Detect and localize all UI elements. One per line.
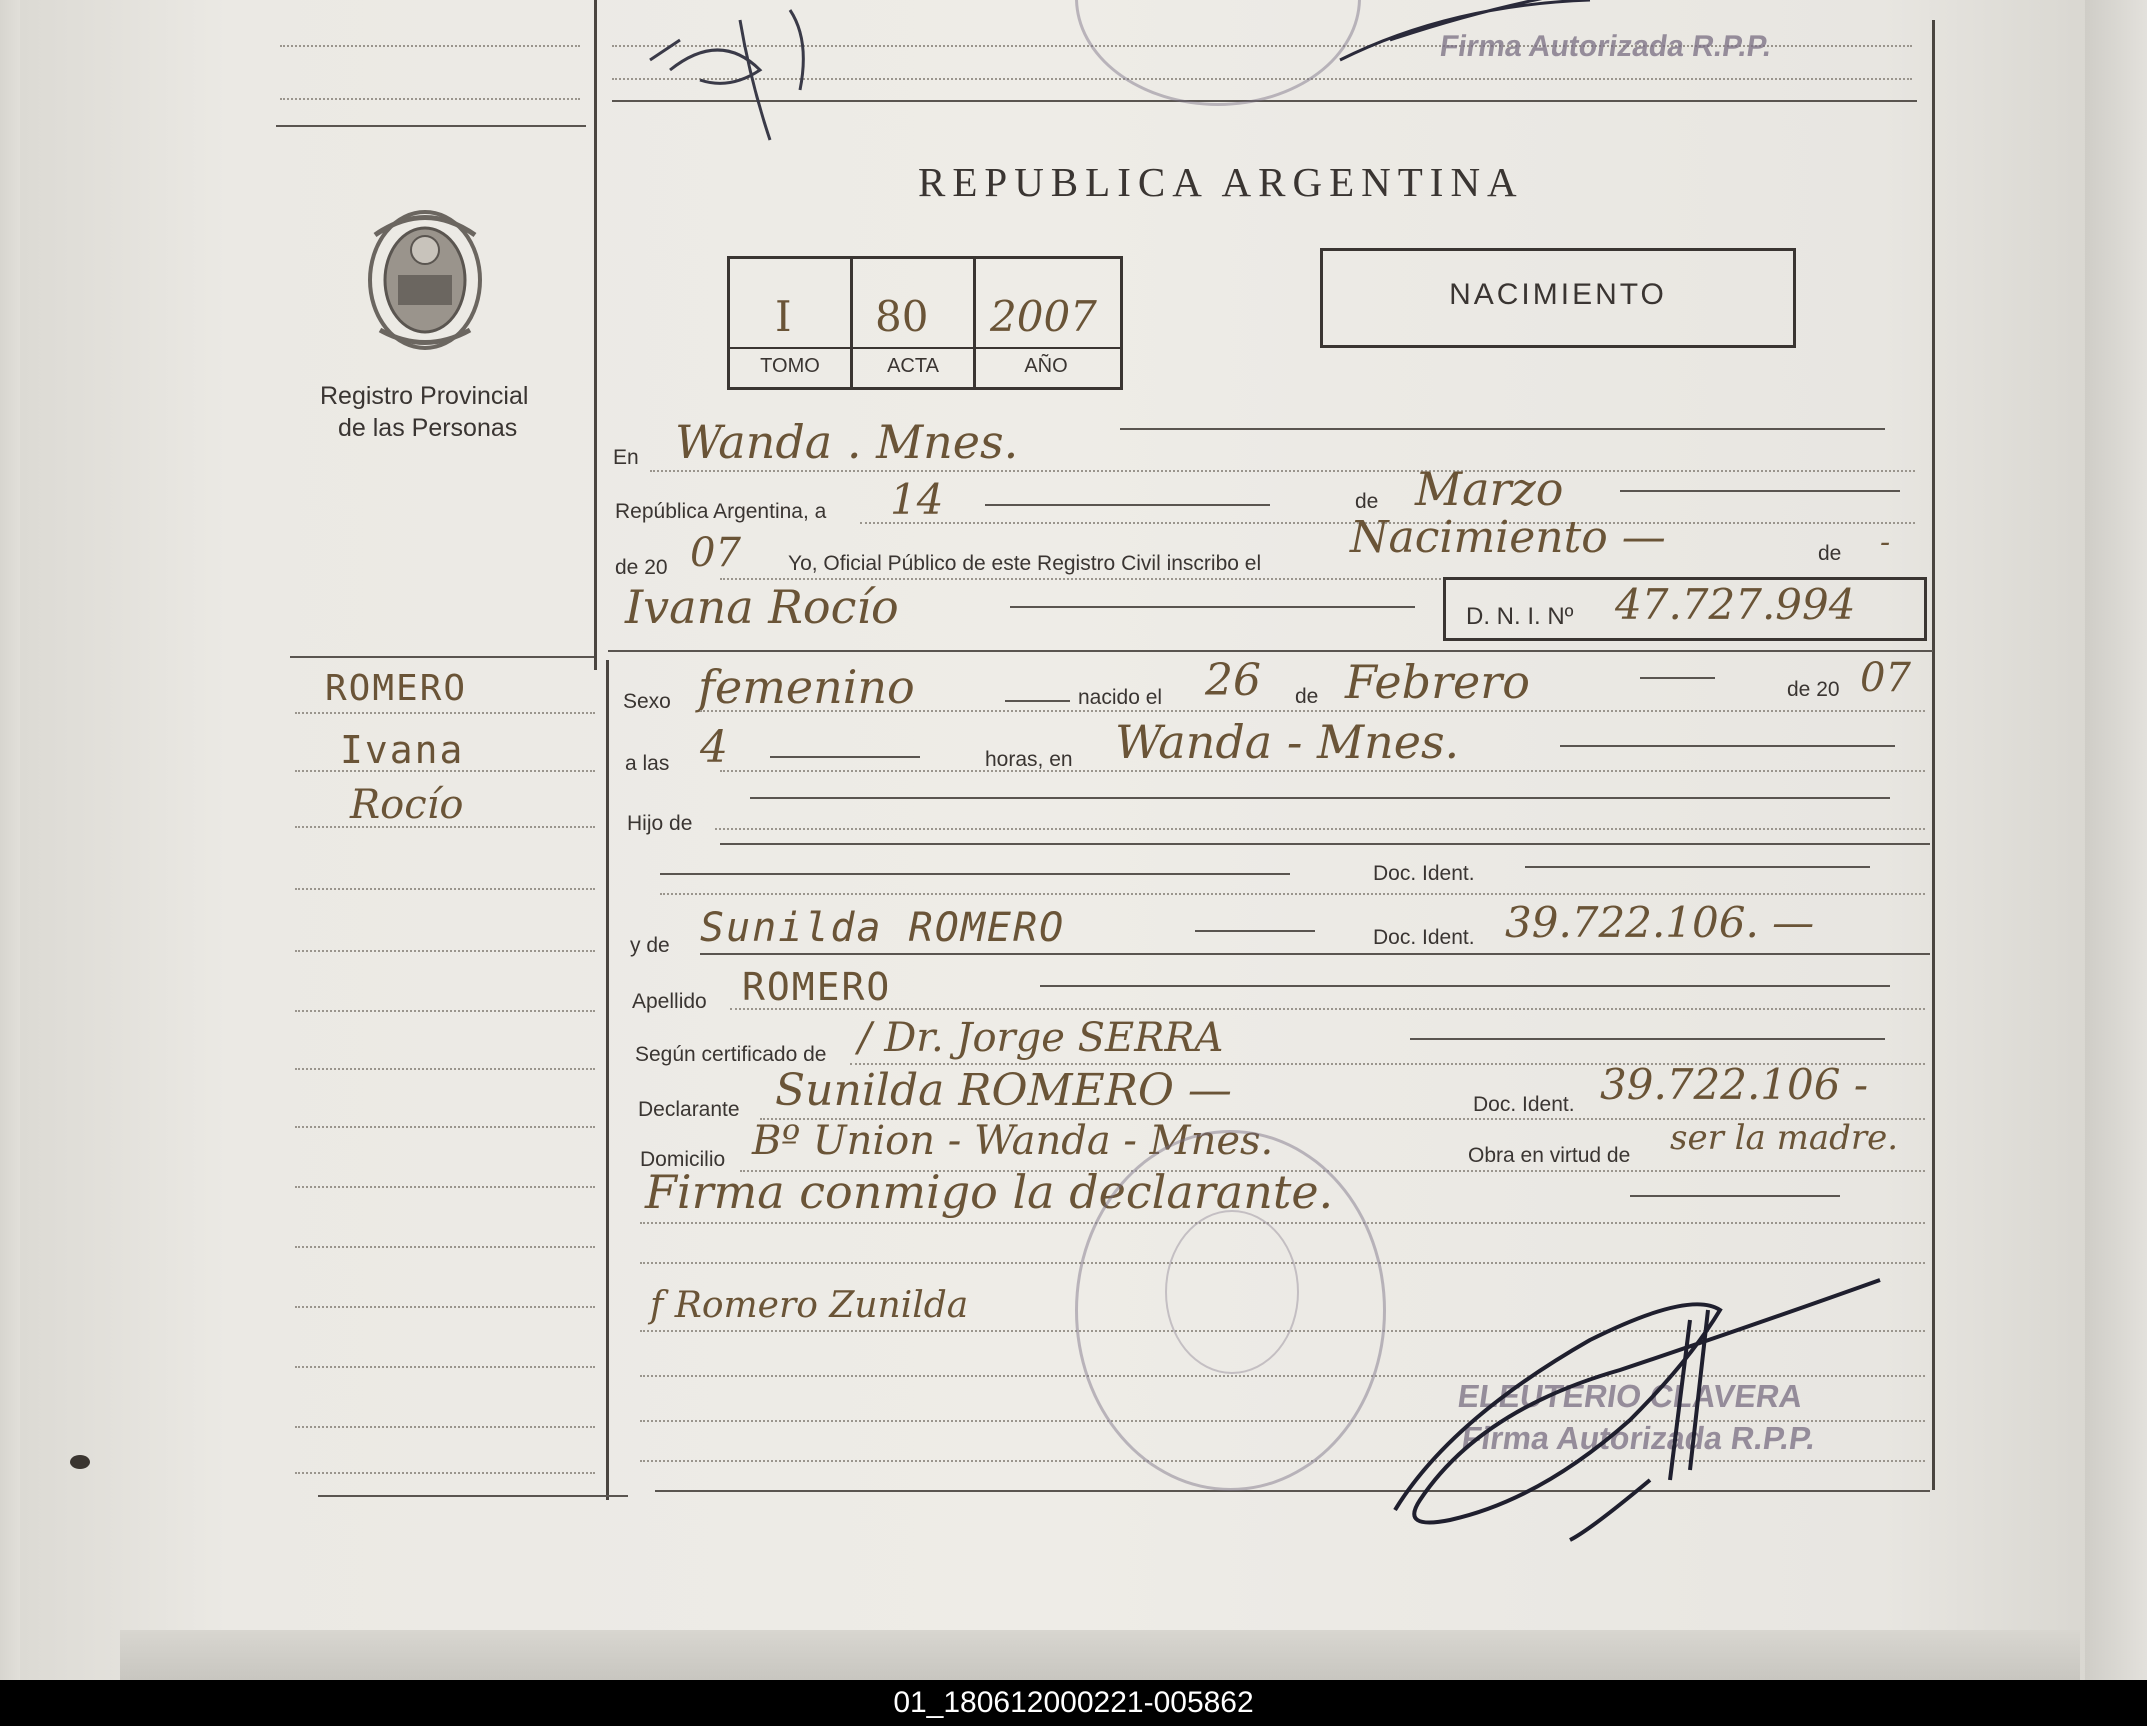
margin-rule [295, 1068, 595, 1070]
nac-dia-value: 26 [1205, 655, 1261, 706]
margin-rule [295, 1426, 595, 1428]
rule [280, 45, 580, 47]
doc-ident-label1: Doc. Ident. [1373, 862, 1475, 885]
rule [660, 893, 1925, 895]
rule [730, 1008, 1925, 1010]
nacido-label: nacido el [1078, 686, 1163, 709]
rule [700, 710, 1925, 712]
declarante-value: Sunilda ROMERO — [775, 1065, 1232, 1116]
rule [608, 650, 1933, 652]
right-border [1932, 20, 1935, 1490]
alas-label: a las [625, 752, 670, 775]
nac-mes-value: Febrero [1345, 655, 1530, 709]
sexo-value: femenino [698, 660, 915, 714]
de-value: - [1880, 525, 1891, 560]
margin-rule [295, 1306, 595, 1308]
domicilio-value: Bº Union - Wanda - Mnes. [752, 1118, 1274, 1164]
page-speck [70, 1455, 90, 1469]
margin-rule [295, 1246, 595, 1248]
authorized-signatory-name: ELEUTERIO CLAVERA [1455, 1378, 1805, 1414]
domicilio-label: Domicilio [640, 1148, 726, 1171]
rule [985, 504, 1270, 506]
top-signature-scribble [640, 0, 840, 160]
de-label: de [1355, 490, 1379, 513]
margin-name1: Ivana [340, 728, 465, 772]
rule [720, 843, 1930, 845]
rule [280, 98, 580, 100]
file-id: 01_180612000221-005862 [893, 1686, 1254, 1719]
yo-label: Yo, Oficial Público de este Registro Civil inscribo el [788, 552, 1262, 575]
apellido-value: ROMERO [742, 965, 892, 1009]
de-label2: de [1818, 542, 1842, 565]
official-stamp-center [1165, 1210, 1299, 1374]
ano-label: AÑO [1024, 355, 1068, 377]
margin-rule [295, 1126, 595, 1128]
rule [318, 1495, 628, 1497]
inscribo-value: Nacimiento — [1350, 512, 1666, 563]
margin-rule [295, 1186, 595, 1188]
rule [1620, 490, 1900, 492]
anio-value: 07 [690, 530, 741, 576]
rule [1630, 1195, 1840, 1197]
next-page-edge [2085, 0, 2147, 1680]
rule [650, 470, 1915, 472]
margin-rule [295, 712, 595, 714]
dia-value: 14 [890, 475, 944, 524]
declarante-signature: f Romero Zunilda [650, 1285, 969, 1326]
rule [276, 125, 586, 127]
certificado-value: / Dr. Jorge SERRA [858, 1015, 1224, 1061]
de-label3: de [1295, 685, 1319, 708]
hijo-label: Hijo de [627, 812, 693, 835]
provincial-coat-of-arms-icon [360, 205, 490, 355]
rule [1640, 677, 1715, 679]
margin-rule [295, 1472, 595, 1474]
firma-line: Firma conmigo la declarante. [645, 1165, 1334, 1219]
rule [727, 347, 1120, 349]
record-type: NACIMIENTO [1449, 278, 1667, 311]
segun-label: Según certificado de [635, 1043, 827, 1066]
de20-label2: de 20 [1787, 678, 1840, 701]
rule [1410, 1038, 1885, 1040]
top-authorized-label: Firma Autorizada R.P.P. [1437, 30, 1774, 63]
yde-label: y de [630, 934, 670, 957]
margin-surname: ROMERO [325, 668, 468, 709]
madre-doc-value: 39.722.106. — [1505, 898, 1815, 947]
rule [1195, 930, 1315, 932]
margin-rule [295, 1366, 595, 1368]
rule [660, 873, 1290, 875]
en-label: En [613, 446, 639, 469]
mes-value: Marzo [1415, 462, 1564, 516]
obra-label: Obra en virtud de [1468, 1144, 1631, 1167]
dni-label: D. N. I. Nº [1466, 603, 1574, 630]
registry-name-line1: Registro Provincial [320, 382, 529, 410]
en-value: Wanda . Mnes. [675, 415, 1019, 469]
sexo-label: Sexo [623, 690, 671, 713]
lugar-value: Wanda - Mnes. [1115, 715, 1460, 769]
margin-rule [295, 1010, 595, 1012]
republica-label: República Argentina, a [615, 500, 827, 523]
margin-name2: Rocío [350, 782, 464, 828]
nac-anio-value: 07 [1860, 655, 1911, 701]
country-title: REPUBLICA ARGENTINA [918, 159, 1524, 205]
rule [720, 770, 1925, 772]
rule [290, 656, 594, 658]
acta-label: ACTA [887, 355, 939, 377]
dni-value: 47.727.994 [1615, 580, 1856, 629]
rule [700, 953, 1930, 955]
rule [1120, 428, 1885, 430]
apellido-label: Apellido [632, 990, 707, 1013]
tomo-value: I [775, 292, 792, 341]
nombre-value: Ivana Rocío [625, 580, 899, 634]
madre-value: Sunilda ROMERO [700, 905, 1066, 951]
rule [715, 828, 1925, 830]
horas-label: horas, en [985, 748, 1073, 771]
rule [1560, 745, 1895, 747]
declarante-doc-value: 39.722.106 - [1600, 1060, 1869, 1109]
rule [1005, 700, 1070, 702]
authorized-signature [1390, 1280, 1900, 1540]
margin-rule [295, 770, 595, 772]
obra-value: ser la madre. [1670, 1118, 1899, 1158]
rule [770, 756, 920, 758]
margin-rule [295, 950, 595, 952]
column-divider [606, 660, 609, 1500]
margin-rule [295, 888, 595, 890]
column-divider [594, 0, 597, 670]
tomo-label: TOMO [760, 355, 820, 377]
rule [750, 797, 1890, 799]
rule [1040, 985, 1890, 987]
ano-value: 2007 [990, 292, 1097, 341]
rule [1525, 866, 1870, 868]
doc-ident-label2: Doc. Ident. [1373, 926, 1475, 949]
rule [1010, 606, 1415, 608]
de20-label: de 20 [615, 556, 668, 579]
authorized-signatory-title: Firma Autorizada R.P.P. [1459, 1420, 1818, 1456]
page-bottom-shadow [120, 1630, 2080, 1680]
registry-name-line2: de las Personas [338, 414, 518, 442]
doc-ident-label3: Doc. Ident. [1473, 1093, 1575, 1116]
declarante-label: Declarante [638, 1098, 740, 1121]
acta-value: 80 [875, 292, 929, 341]
hora-value: 4 [700, 722, 728, 773]
margin-rule [295, 826, 595, 828]
